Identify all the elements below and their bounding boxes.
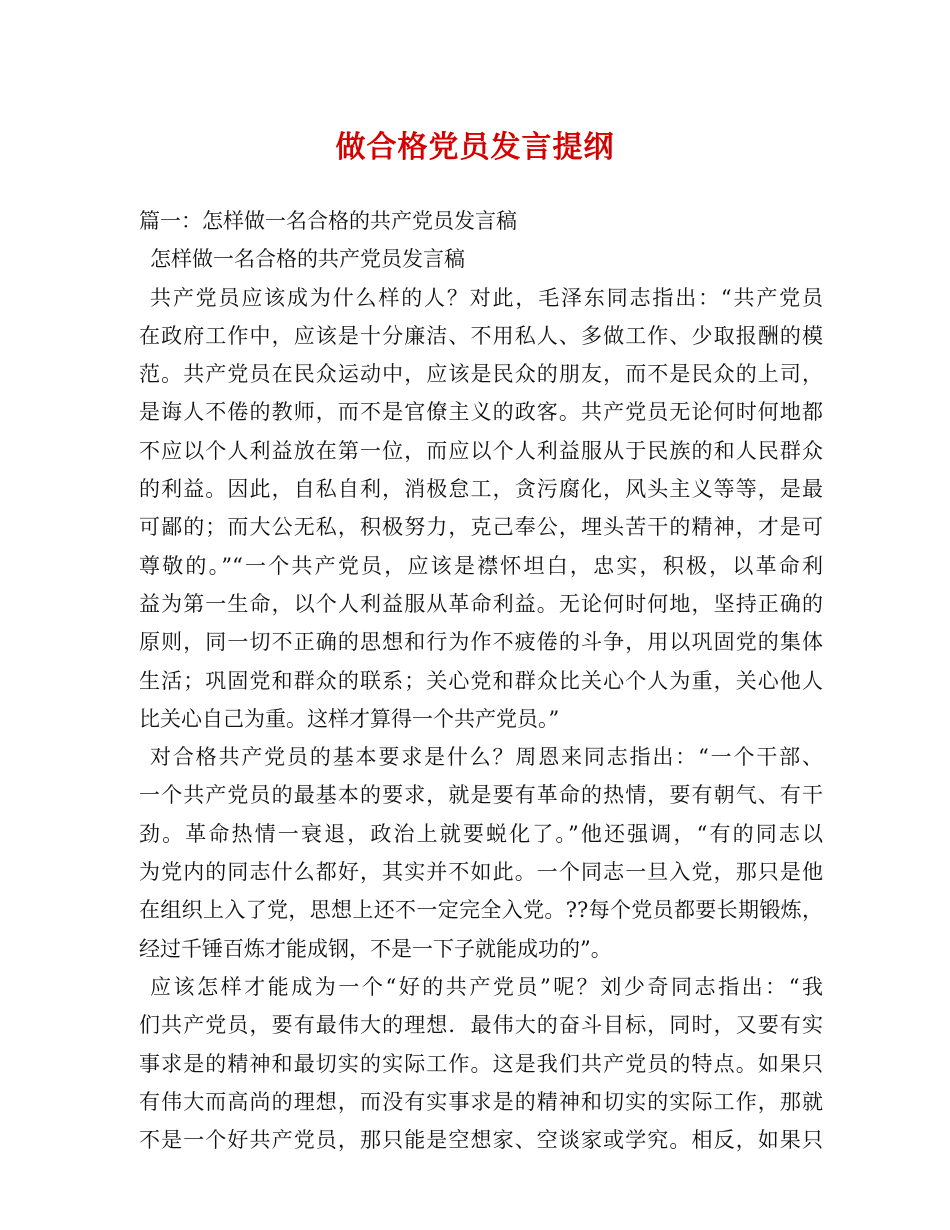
paragraph-line: 范。共产党员在民众运动中，应该是民众的朋友，而不是民众的上司， xyxy=(139,362,823,387)
paragraph-line: 们共产党员，要有最伟大的理想．最伟大的奋斗目标，同时，又要有实 xyxy=(139,1013,823,1038)
paragraph-line: 益为第一生命，以个人利益服从革命利益。无论何时何地，坚持正确的 xyxy=(139,591,823,616)
paragraph-line: 是诲人不倦的教师，而不是官僚主义的政客。共产党员无论何时何地都 xyxy=(139,400,823,425)
paragraph-line: 对合格共产党员的基本要求是什么？周恩来同志指出：“一个干部、 xyxy=(150,745,823,770)
paragraph-line: 原则，同一切不正确的思想和行为作不疲倦的斗争，用以巩固党的集体 xyxy=(139,630,823,655)
document-title: 做合格党员发言提纲 xyxy=(335,130,615,165)
paragraph-line: 在政府工作中，应该是十分廉洁、不用私人、多做工作、少取报酬的模 xyxy=(139,323,823,348)
paragraph-line: 应该怎样才能成为一个“好的共产党员”呢？刘少奇同志指出：“我 xyxy=(150,974,823,999)
paragraph-line: 一个共产党员的最基本的要求，就是要有革命的热情，要有朝气、有干 xyxy=(139,783,823,808)
paragraph-line: 生活；巩固党和群众的联系；关心党和群众比关心个人为重，关心他人 xyxy=(139,668,823,693)
paragraph-line: 为党内的同志什么都好，其实并不如此。一个同志一旦入党，那只是他 xyxy=(139,860,823,885)
subsection-heading: 怎样做一名合格的共产党员发言稿 xyxy=(150,247,465,272)
document-body xyxy=(139,202,823,1159)
paragraph-line: 劲。革命热情一衰退，政治上就要蜕化了。”他还强调，“有的同志以 xyxy=(139,821,823,846)
paragraph-line: 的利益。因此，自私自利，消极怠工，贪污腐化，风头主义等等，是最 xyxy=(139,477,823,502)
paragraph-line: 尊敬的。”“一个共产党员，应该是襟怀坦白，忠实，积极，以革命利 xyxy=(139,553,823,578)
paragraph-line: 不是一个好共产党员，那只能是空想家、空谈家或学究。相反，如果只 xyxy=(139,1128,823,1153)
paragraph-line: 在组织上入了党，思想上还不一定完全入党。??每个党员都要长期锻炼， xyxy=(139,898,823,923)
section-heading: 篇一：怎样做一名合格的共产党员发言稿 xyxy=(139,209,517,233)
paragraph-line: 共产党员应该成为什么样的人？对此，毛泽东同志指出：“共产党员 xyxy=(150,285,823,310)
paragraph-line: 有伟大而高尚的理想，而没有实事求是的精神和切实的实际工作，那就 xyxy=(139,1089,823,1114)
paragraph-line: 可鄙的；而大公无私，积极努力，克己奉公，埋头苦干的精神，才是可 xyxy=(139,515,823,540)
paragraph-line: 不应以个人利益放在第一位，而应以个人利益服从于民族的和人民群众 xyxy=(139,438,823,463)
paragraph-line: 事求是的精神和最切实的实际工作。这是我们共产党员的特点。如果只 xyxy=(139,1051,823,1076)
paragraph-line: 经过千锤百炼才能成钢，不是一下子就能成功的”。 xyxy=(139,936,612,961)
paragraph-line: 比关心自己为重。这样才算得一个共产党员。” xyxy=(139,706,560,731)
